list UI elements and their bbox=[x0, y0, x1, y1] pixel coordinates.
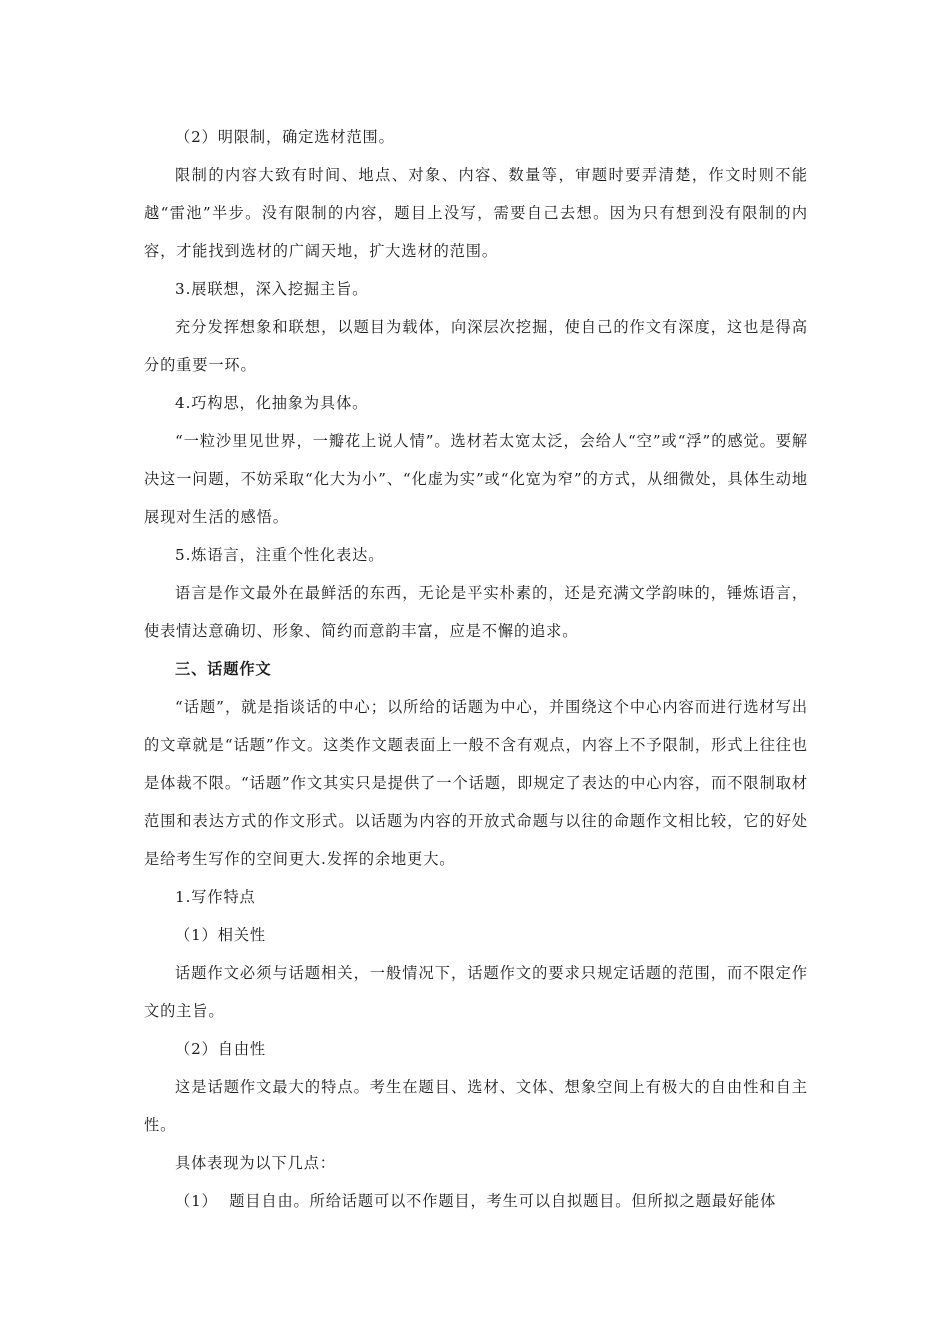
paragraph-association-heading: 3.展联想，深入挖掘主旨。 bbox=[175, 280, 369, 298]
section-heading-topic-essay: 三、话题作文 bbox=[175, 660, 272, 678]
paragraph-association-body: 充分发挥想象和联想，以题目为载体，向深层次挖掘，使自己的作文有深度，这也是得高分的重要一环。 bbox=[144, 318, 808, 374]
paragraph-writing-features-heading: 1.写作特点 bbox=[175, 888, 256, 906]
paragraph-freedom-body: 这是话题作文最大的特点。考生在题目、选材、文体、想象空间上有极大的自由性和自主性。 bbox=[144, 1078, 808, 1134]
paragraph-topic-definition: “话题”，就是指谈话的中心；以所给的话题为中心，并围绕这个中心内容而进行选材写出的文章就是“话题”作文。这类作文题表面上一般不含有观点，内容上不予限制，形式上往往也是体裁不限。“话题”作文其实只是提供了一个话题，即规定了表达的中心内容，而不限制取材范围和表达方式的作文形式。以话题为内容的开放式命题与以往的命题作文相比较，它的好处是给考生写作的空间更大.发挥的余地更大。 bbox=[144, 698, 808, 868]
paragraph-conception-body: “一粒沙里见世界，一瓣花上说人情”。选材若太宽太泛，会给人“空”或“浮”的感觉。要解决这一问题，不妨采取“化大为小”、“化虚为实”或“化宽为窄”的方式，从细微处，具体生动地展现对生活的感悟。 bbox=[144, 432, 808, 526]
paragraph-limit-body: 限制的内容大致有时间、地点、对象、内容、数量等，审题时要弄清楚，作文时则不能越“雷池”半步。没有限制的内容，题目上没写，需要自己去想。因为只有想到没有限制的内容，才能找到选材的广阔天地，扩大选材的范围。 bbox=[144, 166, 808, 260]
paragraph-relevance-body: 话题作文必须与话题相关，一般情况下，话题作文的要求只规定话题的范围，而不限定作文的主旨。 bbox=[144, 964, 808, 1020]
document-body bbox=[144, 118, 808, 1220]
paragraph-language-heading: 5.炼语言，注重个性化表达。 bbox=[175, 546, 385, 564]
paragraph-limit-heading: （2）明限制，确定选材范围。 bbox=[175, 128, 395, 146]
paragraph-relevance-heading: （1）相关性 bbox=[175, 926, 267, 944]
paragraph-conception-heading: 4.巧构思，化抽象为具体。 bbox=[175, 394, 369, 412]
paragraph-language-body: 语言是作文最外在最鲜活的东西，无论是平实朴素的，还是充满文学韵味的，锤炼语言，使表情达意确切、形象、简约而意韵丰富，应是不懈的追求。 bbox=[144, 584, 808, 640]
paragraph-specifics-intro: 具体表现为以下几点： bbox=[175, 1154, 336, 1172]
paragraph-freedom-heading: （2）自由性 bbox=[175, 1040, 267, 1058]
paragraph-title-freedom: （1） 题目自由。所给话题可以不作题目，考生可以自拟题目。但所拟之题最好能体 bbox=[175, 1192, 777, 1210]
